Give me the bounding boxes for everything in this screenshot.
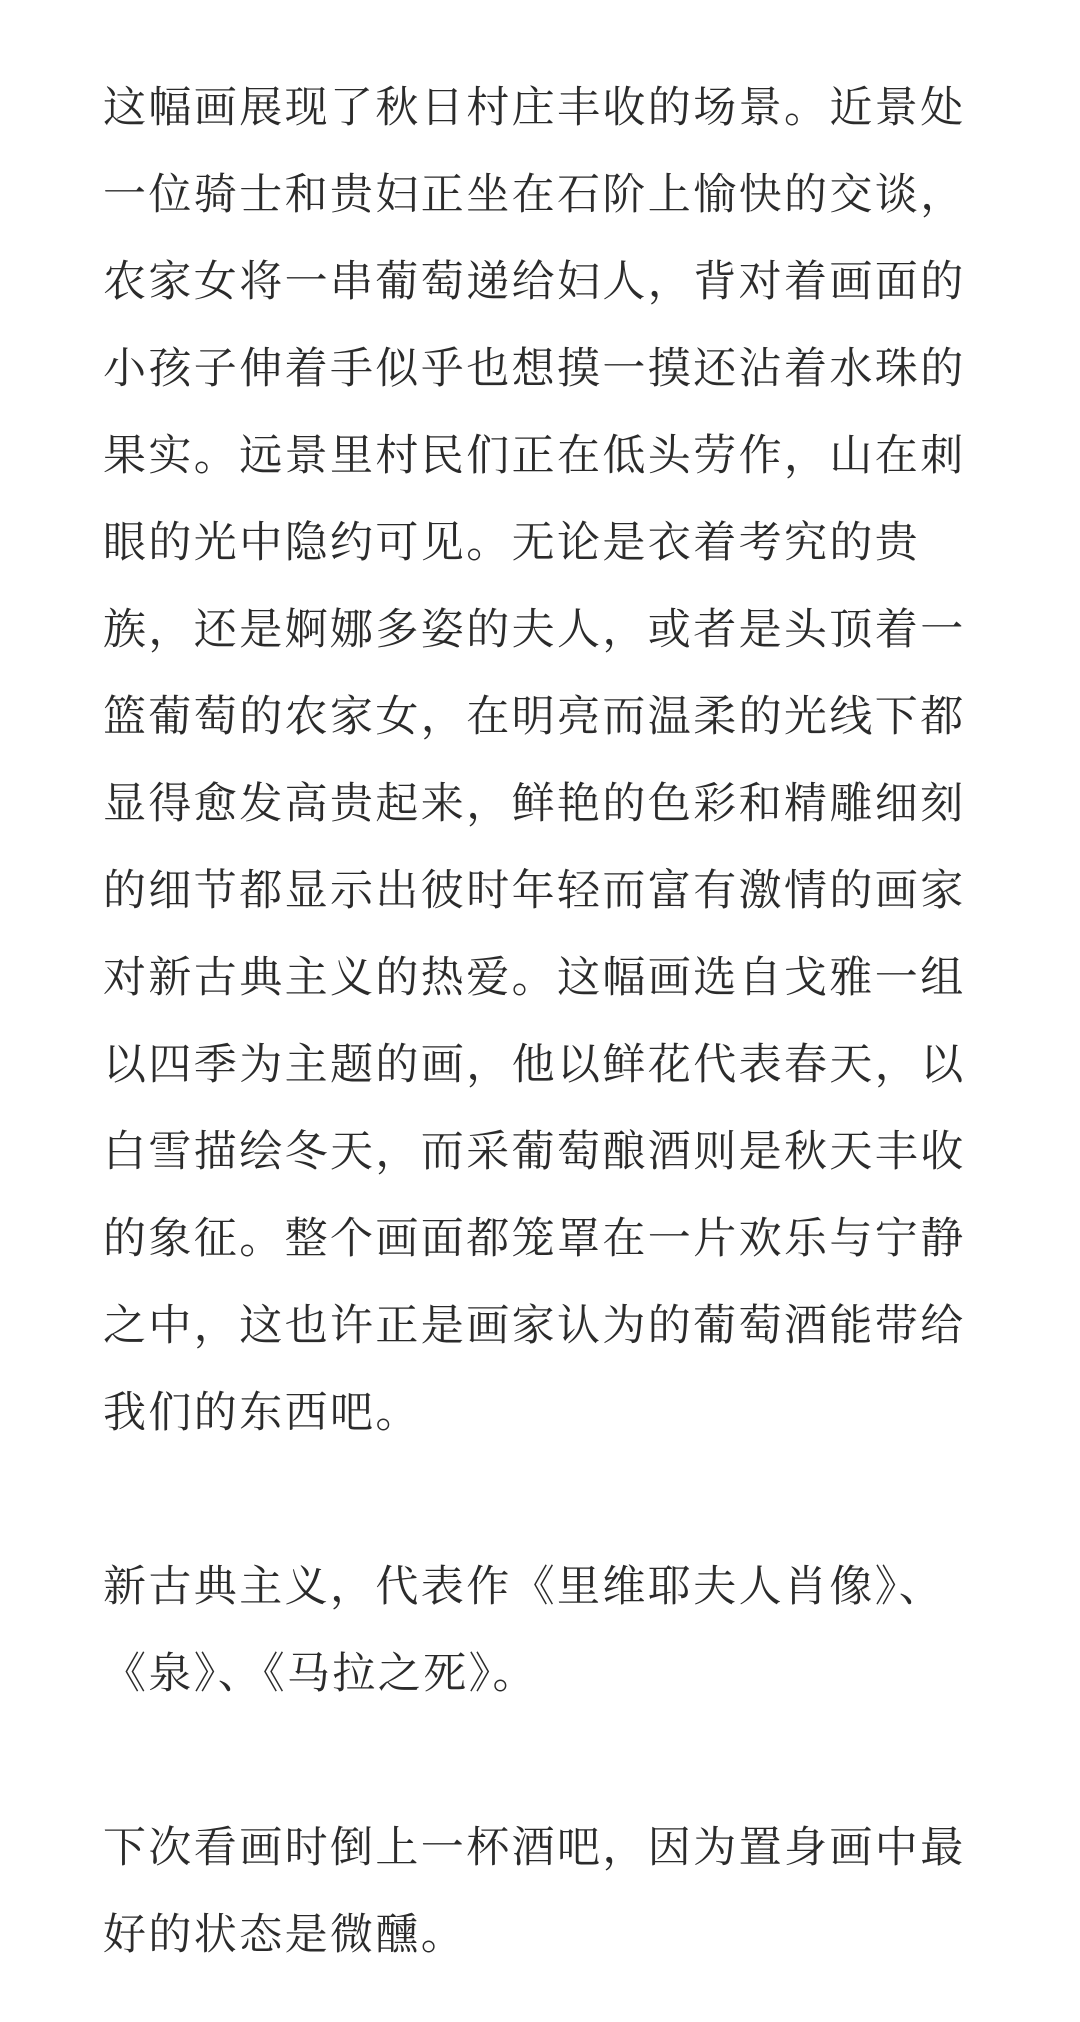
paragraph-neoclassicism-works: 新古典主义，代表作《里维耶夫人肖像》、《泉》、《马拉之死》。 (103, 1562, 945, 1699)
article-body (103, 65, 983, 1979)
paragraph-closing-remark: 下次看画时倒上一杯酒吧，因为置身画中最好的状态是微醺。 (103, 1823, 966, 1960)
paragraph-painting-description: 这幅画展现了秋日村庄丰收的场景。近景处一位骑士和贵妇正坐在石阶上愉快的交谈，农家女将一串葡萄递给妇人，背对着画面的小孩子伸着手似乎也想摸一摸还沾着水珠的果实。远景里村民们正在低头劳作，山在刺眼的光中隐约可见。无论是衣着考究的贵族，还是婀娜多姿的夫人，或者是头顶着一篮葡萄的农家女，在明亮而温柔的光线下都显得愈发高贵起来，鲜艳的色彩和精雕细刻的细节都显示出彼时年轻而富有激情的画家对新古典主义的热爱。这幅画选自戈雅一组以四季为主题的画，他以鲜花代表春天，以白雪描绘冬天，而采葡萄酿酒则是秋天丰收的象征。整个画面都笼罩在一片欢乐与宁静之中，这也许正是画家认为的葡萄酒能带给我们的东西吧。 (103, 83, 966, 1438)
